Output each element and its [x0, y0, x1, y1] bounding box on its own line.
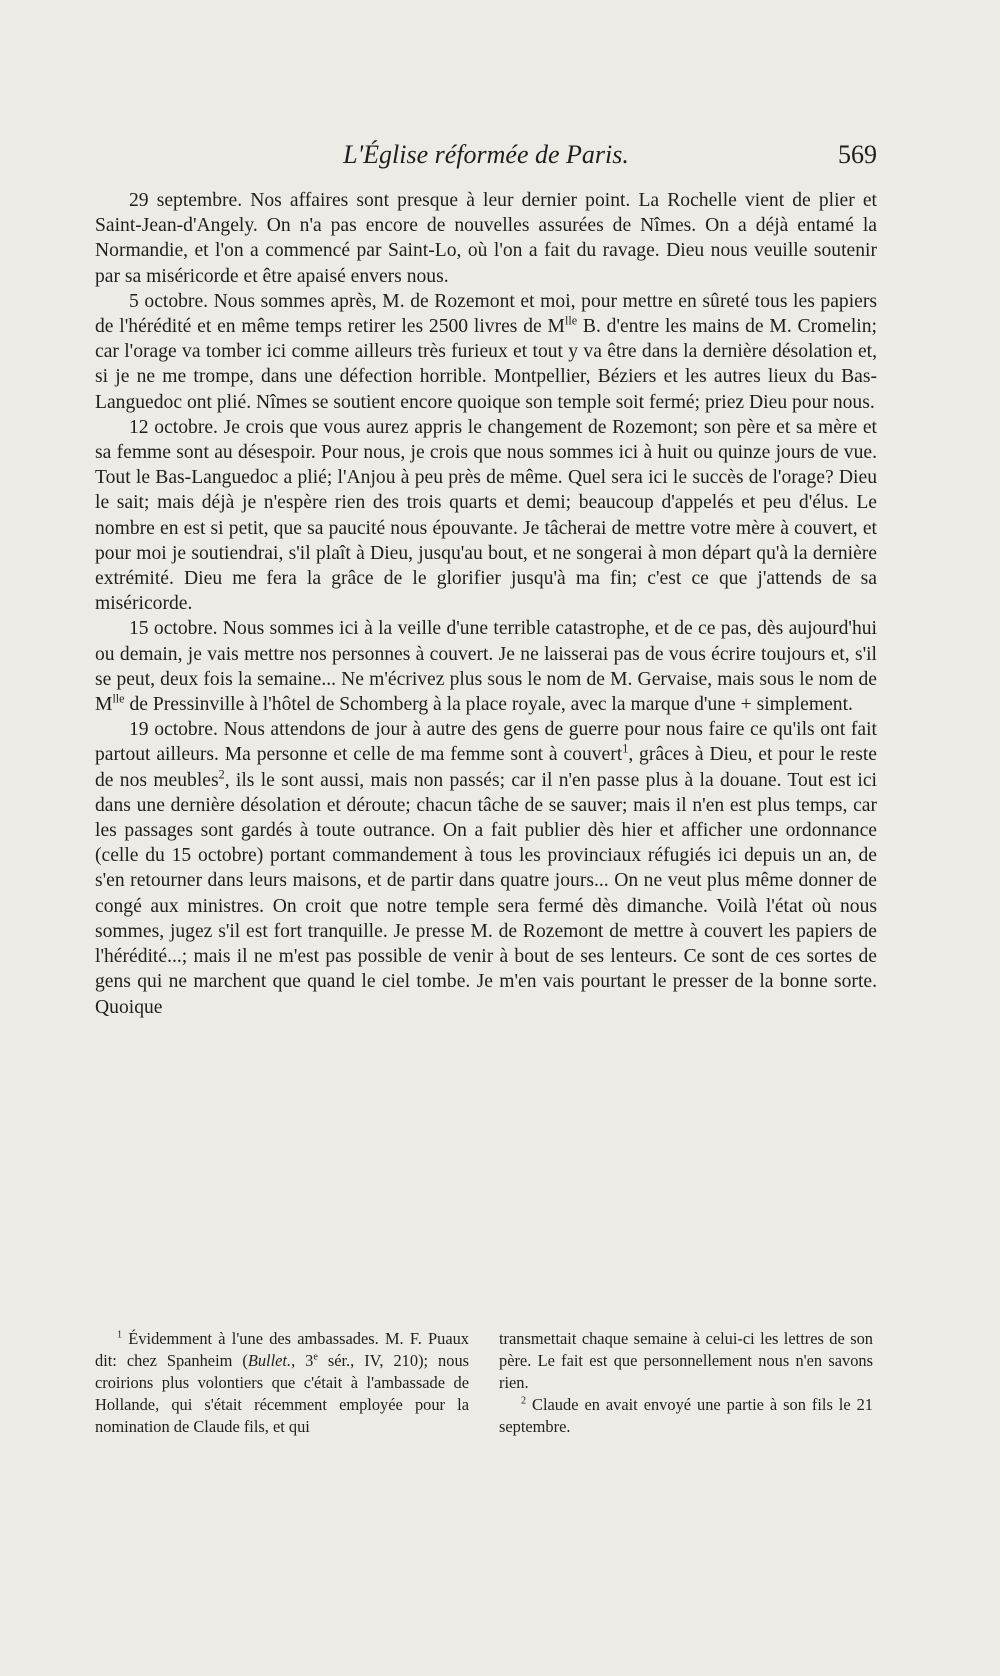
footnote-1 [95, 1328, 469, 1438]
paragraph-29-septembre: 29 septembre. Nos affaires sont presque à leur dernier point. La Rochelle vient de plier et Saint-Jean-d'Angely. On n'a pas encore de nouvelles assurées de Nîmes. On a déjà entamé la Normandie, et l'on a commencé par Saint-Lo, où l'on a fait du ravage. Dieu nous veuille soutenir par sa miséricorde et être apaisé envers nous. [95, 190, 877, 287]
body-text [95, 188, 877, 1020]
running-head [95, 138, 877, 178]
paragraph-text: 15 octobre. Nous sommes ici à la veille d'une terrible catastrophe, et de ce pas, dès aujourd'hui ou demain, je vais mettre nos personnes à couvert. Je ne laisserai pas de vous écrire toujours et, s'il se peut, deux fois la semaine... Ne m'écrivez plus sous le nom de M. Gervaise, mais sous le nom de M [95, 618, 877, 716]
paragraph-text: de Pressinville à l'hôtel de Schomberg à la place royale, avec la marque d'une + simplement. [124, 694, 853, 716]
footnote-ref: 1 [622, 741, 629, 756]
footnote-text: , 3 [291, 1351, 314, 1370]
footnote-number: 2 [521, 1395, 527, 1407]
paragraph-12-octobre: 12 octobre. Je crois que vous aurez appris le changement de Rozemont; son père et sa mère et sa femme sont au désespoir. Pour nous, je crois que nous sommes ici à huit ou quinze jours de vue. Tout le Bas-Languedoc a plié; l'Anjou à peu près de même. Quel sera ici le succès de l'orage? Dieu le sait; mais déjà je n'espère rien des trois quarts et demi; beaucoup d'appelés et peu d'élus. Le nombre en est si petit, que sa paucité nous épouvante. Je tâcherai de mettre votre mère à couvert, et pour moi je soutiendrai, s'il plaît à Dieu, jusqu'au bout, et ne songerai à mon départ qu'à la dernière extrémité. Dieu me fera la grâce de le glorifier jusqu'à ma fin; c'est ce que j'attends de sa miséricorde. [95, 416, 877, 615]
footnote-2 [499, 1394, 873, 1438]
footnote-text: Claude en avait envoyé une partie à son fils le 21 septembre. [499, 1395, 873, 1436]
paragraph-19-octobre [95, 717, 877, 1019]
running-title: L'Église réformée de Paris. [343, 140, 629, 169]
footnote-1-continued: transmettait chaque semaine à celui-ci les lettres de son père. Le fait est que personnellement nous n'en savons rien. [499, 1329, 873, 1392]
footnote-ref: 2 [218, 767, 225, 782]
paragraph-text: B. d'entre les mains de M. Cromelin; car l'orage va tomber ici comme ailleurs très furieux et tout y va être dans la dernière désolation et, si je ne me trompe, dans une défection horrible. Montpellier, Béziers et les autres lieux du Bas-Languedoc ont plié. Nîmes se soutient encore quoique son temple soit fermé; priez Dieu pour nous. [95, 316, 877, 413]
superscript: lle [112, 691, 125, 706]
paragraph-text: 19 octobre. Nous attendons de jour à autre des gens de guerre pour nous faire ce qu'ils ont fait partout ailleurs. Ma personne et celle de ma femme sont à couvert [95, 719, 877, 766]
footnote-number: 1 [117, 1329, 123, 1341]
footnote-text: Évidemment à l'une des ambassades. M. F. Puaux dit: chez Spanheim ( [95, 1329, 469, 1370]
paragraph-5-octobre [95, 289, 877, 415]
paragraph-text: 5 octobre. Nous sommes après, M. de Rozemont et moi, pour mettre en sûreté tous les papiers de l'hérédité et en même temps retirer les 2500 livres de M [95, 290, 877, 338]
paragraph-text: , grâces à Dieu, et pour le reste de nos meubles [95, 744, 877, 791]
footnotes-left-column [95, 1328, 469, 1438]
superscript: lle [564, 313, 578, 328]
footnote-italic: Bullet. [247, 1351, 292, 1370]
page-number: 569 [838, 140, 877, 169]
paragraph-15-octobre [95, 616, 877, 717]
paragraph-text: , ils le sont aussi, mais non passés; car il n'en passe plus à la douane. Tout est ici dans une dernière désolation et déroute; chacun tâche de se sauver; mais il n'en est plus temps, car les passages sont gardés à toute outrance. On a fait publier dès hier et afficher une ordonnance (celle du 15 octobre) portant commandement à tous les provinciaux réfugiés ici depuis un an, de s'en retourner dans leurs maisons, et de partir dans quatre jours... On ne veut plus même donner de congé aux ministres. On croit que notre temple sera fermé dès dimanche. Voilà l'état où nous sommes, jugez s'il est fort tranquille. Je presse M. de Rozemont de mettre à couvert les papiers de l'hérédité...; mais il ne m'est pas possible de venir à bout de ses lenteurs. Ce sont de ces sortes de gens qui ne marchent que quand le ciel tombe. Je m'en vais pourtant le presser de la bonne sorte. Quoique [95, 769, 878, 1018]
footnote-text: sér., IV, 210); nous croirions plus volontiers que c'était à l'ambassade de Hollande, qui s'était récemment employée pour la nomination de Claude fils, et qui [95, 1351, 470, 1436]
superscript: e [313, 1351, 318, 1363]
footnotes-right-column [499, 1328, 873, 1438]
